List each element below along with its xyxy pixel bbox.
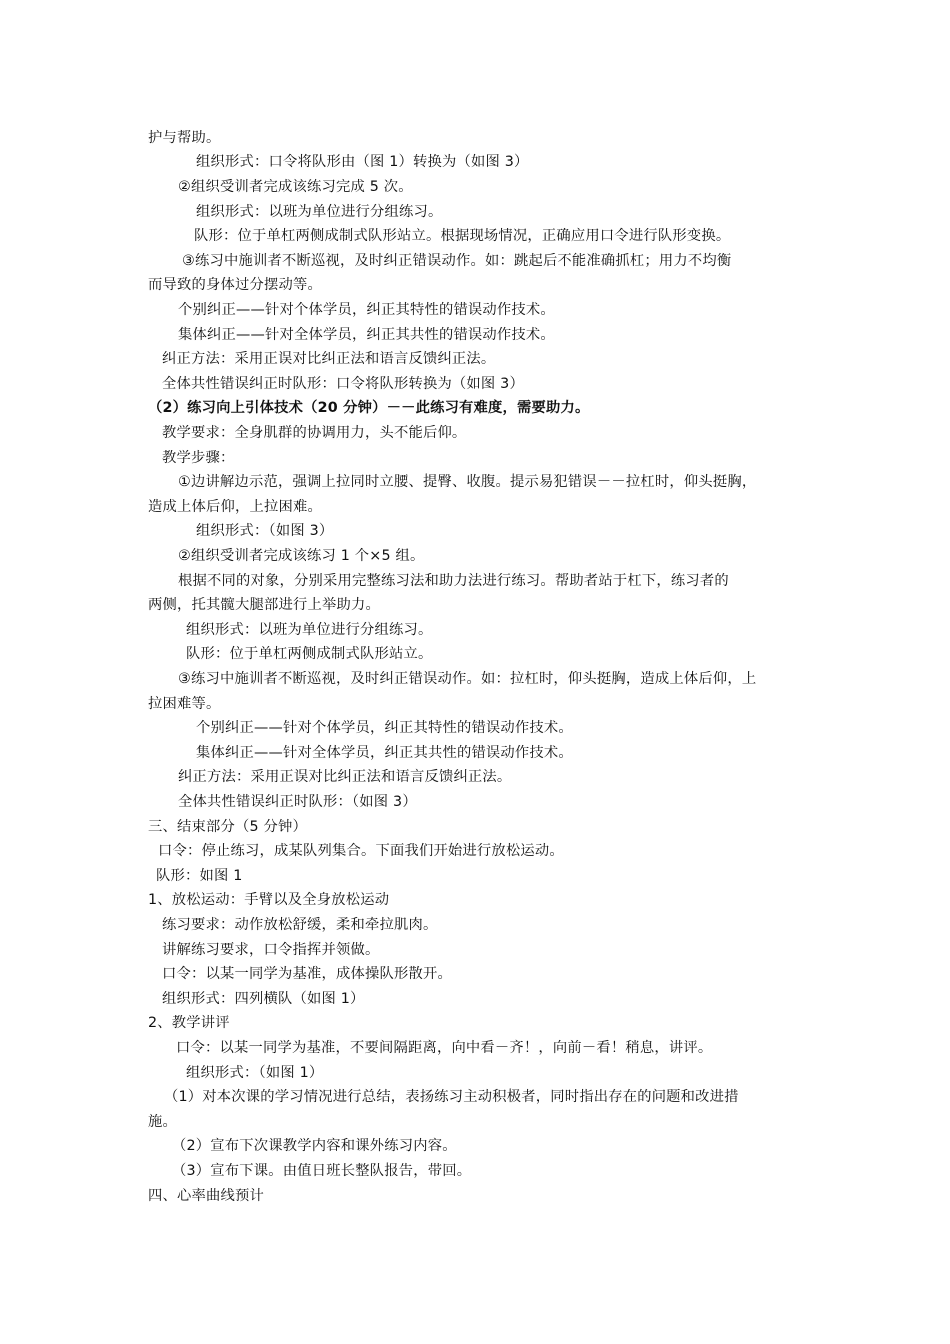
text-line: 教学步骤： (162, 450, 235, 466)
text-line: 个别纠正——针对个体学员，纠正其特性的错误动作技术。 (196, 720, 573, 736)
text-line: 造成上体后仰，上拉困难。 (148, 499, 322, 515)
subsection-heading: 1、放松运动：手臂以及全身放松运动 (148, 892, 390, 908)
text-line: 讲解练习要求，口令指挥并领做。 (162, 942, 380, 958)
text-line: ①边讲解边示范，强调上拉同时立腰、提臀、收腹。提示易犯错误－－拉杠时，仰头挺胸， (178, 474, 757, 490)
text-line: 根据不同的对象，分别采用完整练习法和助力法进行练习。帮助者站于杠下，练习者的 (178, 573, 729, 589)
text-line: ③练习中施训者不断巡视，及时纠正错误动作。如：拉杠时，仰头挺胸，造成上体后仰，上 (178, 671, 757, 687)
text-line: 队形：位于单杠两侧成制式队形站立。根据现场情况，正确应用口令进行队形变换。 (194, 228, 731, 244)
text-line: 集体纠正——针对全体学员，纠正其共性的错误动作技术。 (178, 327, 555, 343)
text-line: 口令：以某一同学为基准，不要间隔距离，向中看－齐！，向前－看！稍息，讲评。 (176, 1040, 713, 1056)
text-line: 口令：以某一同学为基准，成体操队形散开。 (162, 966, 452, 982)
text-line: 组织形式：（如图 1） (186, 1065, 324, 1081)
text-line: 队形：如图 1 (156, 868, 243, 884)
text-line: 全体共性错误纠正时队形：口令将队形转换为（如图 3） (162, 376, 524, 392)
section-heading: （2）练习向上引体技术（20 分钟）－－此练习有难度，需要助力。 (148, 400, 590, 416)
text-line: ②组织受训者完成该练习 1 个×5 组。 (178, 548, 425, 564)
text-line: 口令：停止练习，成某队列集合。下面我们开始进行放松运动。 (158, 843, 564, 859)
text-line: 纠正方法：采用正误对比纠正法和语言反馈纠正法。 (162, 351, 496, 367)
text-line: 两侧，托其髋大腿部进行上举助力。 (148, 597, 380, 613)
text-line: （3）宣布下课。由值日班长整队报告，带回。 (172, 1163, 472, 1179)
text-line: 全体共性错误纠正时队形：（如图 3） (178, 794, 417, 810)
text-line: （2）宣布下次课教学内容和课外练习内容。 (172, 1138, 457, 1154)
text-line: 纠正方法：采用正误对比纠正法和语言反馈纠正法。 (178, 769, 512, 785)
text-line: 队形：位于单杠两侧成制式队形站立。 (186, 646, 433, 662)
text-line: （1）对本次课的学习情况进行总结，表扬练习主动积极者，同时指出存在的问题和改进措 (164, 1089, 739, 1105)
text-line: 集体纠正——针对全体学员，纠正其共性的错误动作技术。 (196, 745, 573, 761)
text-line: 组织形式：以班为单位进行分组练习。 (196, 204, 443, 220)
text-line: 施。 (148, 1114, 177, 1130)
text-line: 组织形式：口令将队形由（图 1）转换为（如图 3） (196, 154, 529, 170)
text-line: 教学要求：全身肌群的协调用力，头不能后仰。 (162, 425, 467, 441)
text-line: 组织形式：以班为单位进行分组练习。 (186, 622, 433, 638)
text-line: 组织形式：（如图 3） (196, 523, 334, 539)
text-line: 而导致的身体过分摆动等。 (148, 277, 322, 293)
text-line: ②组织受训者完成该练习完成 5 次。 (178, 179, 413, 195)
section-heading: 三、结束部分（5 分钟） (148, 819, 308, 835)
text-line: 拉困难等。 (148, 696, 221, 712)
subsection-heading: 2、教学讲评 (148, 1015, 230, 1031)
text-line: ③练习中施训者不断巡视，及时纠正错误动作。如：跳起后不能准确抓杠；用力不均衡 (182, 253, 732, 269)
text-line: 组织形式：四列横队（如图 1） (162, 991, 365, 1007)
section-heading: 四、心率曲线预计 (148, 1188, 264, 1204)
text-line: 护与帮助。 (148, 130, 221, 146)
text-line: 个别纠正——针对个体学员，纠正其特性的错误动作技术。 (178, 302, 555, 318)
text-line: 练习要求：动作放松舒缓，柔和牵拉肌肉。 (162, 917, 438, 933)
